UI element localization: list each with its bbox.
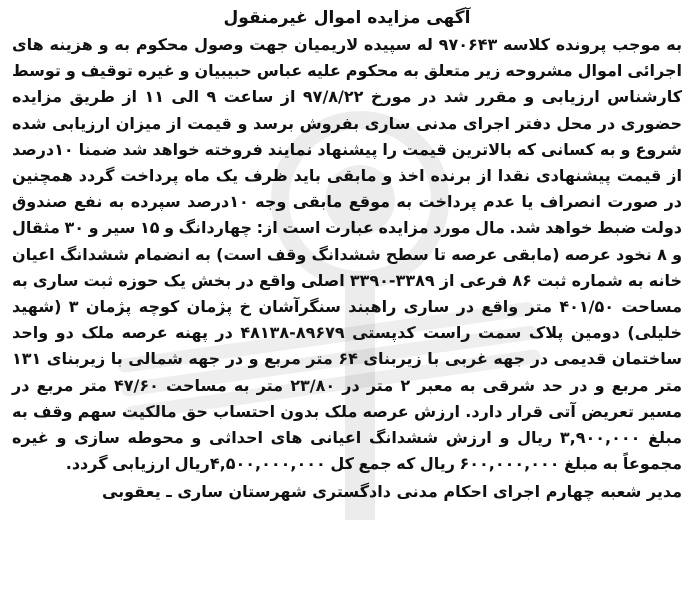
notice-body: به موجب پرونده کلاسه ۹۷۰۶۴۳ له سپیده لاریمیان جهت وصول محکوم به و هزینه های اجرائی اموال مشروحه زیر متعلق به محکوم علیه عباس حبیبیان و غیره توقیف و توسط کارشناس ارزیابی و مقرر شد در مورخ ۹۷/۸/۲۲ از ساعت ۹ الی ۱۱ از طریق مزایده حضوری در محل دفتر اجرای مدنی ساری بفروش برسد و قیمت از میزان ارزیابی شده شروع و به کسانی که بالاترین قیمت را پیشنهاد نمایند فروخته خواهد شد ضمنا ۱۰درصد از قیمت پیشنهادی نقدا از برنده اخذ و مابقی باید ظرف یک ماه پرداخت گردد همچنین در صورت انصراف یا عدم پرداخت به موقع مابقی وجه ۱۰درصد سپرده به نفع صندوق دولت ضبط خواهد شد. مال مورد مزایده عبارت است از: چهاردانگ و ۱۵ سیر و ۳۰ مثقال و ۸ نخود عرصه (مابقی عرصه تا سطح ششدانگ وقف است) به انضمام ششدانگ اعیان خانه به شماره ثبت ۸۶ فرعی از ۳۳۸۹-۳۳۹۰ اصلی واقع در بخش یک حوزه ثبت ساری به مساحت ۴۰۱/۵۰ متر واقع در ساری راهبند سنگرآشان خ پژمان کوچه پژمان ۳ (شهید خلیلی) دومین پلاک سمت راست کدپستی ۸۹۶۷۹-۴۸۱۳۸ در پهنه عرصه ملک دو واحد ساختمان قدیمی در جهه غربی با زیربنای ۶۴ متر مربع و در جهه شمالی با زیربنای ۱۳۱ متر مربع و در حد شرقی به معبر ۲ متر در ۲۳/۸۰ متر به مساحت ۴۷/۶۰ متر مربع در مسیر تعریض آتی قرار دارد. ارزش عرصه ملک بدون احتساب حق مالکیت سهم وقف به مبلغ ۳,۹۰۰,۰۰۰ ریال و ارزش ششدانگ اعیانی های احداثی و محوطه سازی و غیره مجموعاً به مبلغ ۶۰۰,۰۰۰,۰۰۰ ریال که جمع کل ۴,۵۰۰,۰۰۰,۰۰۰ریال ارزیابی گردد. [12, 35, 683, 474]
notice-title: آگهی مزایده اموال غیرمنقول [223, 8, 471, 28]
notice-signature: مدیر شعبه چهارم اجرای احکام مدنی دادگستری شهرستان ساری ـ یعقوبی [101, 482, 682, 502]
